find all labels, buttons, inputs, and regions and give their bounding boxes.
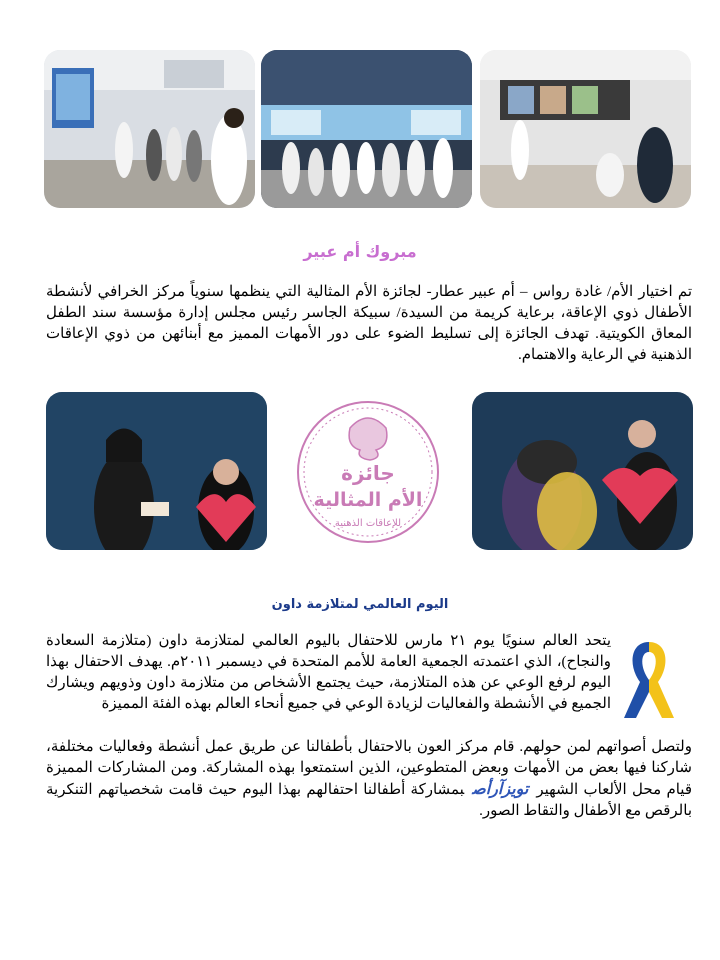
award-logo-line2: الأم المثالية (313, 489, 423, 511)
section-paragraph-down-1: يتحد العالم سنويًا يوم ٢١ مارس للاحتفال باليوم العالمي لمتلازمة داون (متلازمة السعادة والنجاح)، الذي اعتمدته الجمعية العامة للأمم المتحدة في ديسمبر ٢٠١١م. يهدف الاحتفال بهذا اليوم لرفع الوعي عن هذه المتلازمة، حيث يجتمع الأشخاص من متلازمة داون وذويهم ويشارك الجميع في الأنشطة والفعاليات لزيادة الوعي في جميع أنحاء العالم بهذه الفئة المميزة (46, 633, 612, 712)
award-logo-line3: للإعاقات الذهنية (334, 518, 402, 529)
award-logo (290, 398, 446, 546)
award-logo-line1: جائزة (341, 461, 395, 485)
section-title-mabrouk: مبروك أم عبير (303, 242, 417, 261)
photo-mother-hug (472, 392, 693, 550)
awareness-ribbon-icon (618, 638, 680, 722)
photo-gallery-visit (480, 50, 691, 208)
photo-exhibit-screen (44, 50, 255, 208)
section-paragraph-down-2 (46, 737, 692, 822)
paragraph2-part-b: بمشاركة أطفالنا احتفالهم بهذا اليوم حيث قامت شخصياتهم التنكرية بالرقص مع الأطفال والتقاط الصور. (46, 782, 692, 819)
photo-group-lab (261, 50, 472, 208)
section-title-down-syndrome: اليوم العالمي لمتلازمة داون (271, 597, 449, 612)
paragraph2-part-a: ولتصل أصواتهم لمن حولهم. قام مركز العون بالاحتفال بأطفالنا عن طريق عمل أنشطة وفعاليات مختلفة، شاركنا فيها بعض من الأمهات وبعض المتطوعين، الذين استمتعوا بهذه المشاركة. ومن المشاركات المميزة قيام محل الألعاب الشهير (46, 739, 692, 798)
section-paragraph-award: تم اختيار الأم/ غادة رواس – أم عبير عطار- لجائزة الأم المثالية التي ينظمها سنوياً مركز الخرافي لأنشطة الأطفال ذوي الإعاقة، برعاية كريمة من السيدة/ سبيكة الجاسر رئيس مجلس إدارة مؤسسة سند الطفل المعاق الكويتية. تهدف الجائزة إلى تسليط الضوء على دور الأمهات المميز مع أبنائهن من ذوي الإعاقات الذهنية في الرعاية والاهتمام. (46, 284, 692, 363)
toy-store-brand: تويزآرأص (472, 781, 529, 798)
photo-mother-speaking (46, 392, 267, 550)
